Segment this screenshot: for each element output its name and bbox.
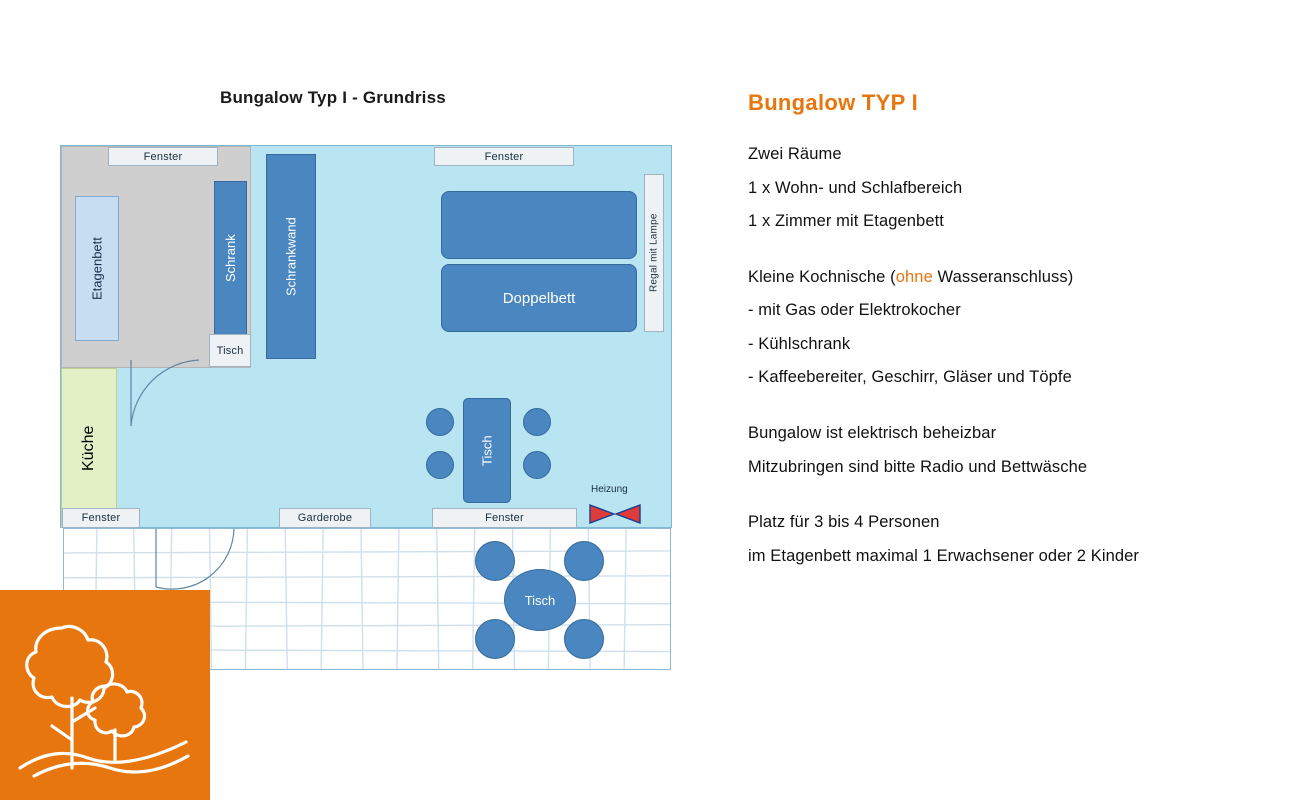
floorplan-outline: [60, 145, 672, 528]
window-top-right: [434, 147, 574, 166]
info-line-kitchenette: [748, 265, 1278, 291]
kitchenette-accent: ohne: [895, 267, 933, 286]
info-line-bunkbed-room: 1 x Zimmer mit Etagenbett: [748, 212, 944, 231]
info-line-cooker: - mit Gas oder Elektrokocher: [748, 301, 961, 320]
spacer: [748, 243, 1278, 265]
info-line-bring-along: Mitzubringen sind bitte Radio und Bettwäsche: [748, 457, 1088, 476]
kitchen-label: Küche: [80, 425, 97, 471]
double-bed-upper: [441, 191, 637, 259]
dining-chair: [523, 451, 551, 479]
window-top-left: [108, 147, 218, 166]
wardrobe-label: Schrank: [223, 234, 238, 283]
info-panel: [748, 90, 1278, 577]
terrace-table-label: Tisch: [524, 592, 556, 608]
info-line-living-sleeping: 1 x Wohn- und Schlafbereich: [748, 178, 963, 197]
dining-chair: [426, 408, 454, 436]
door-arc-terrace: [150, 529, 236, 591]
window-top-left-label: Fenster: [143, 150, 183, 163]
bunk-bed-label: Etagenbett: [89, 237, 105, 300]
bunk-bed: [75, 196, 119, 341]
shelf-with-lamp: [644, 174, 664, 332]
dining-table: [463, 398, 511, 503]
spacer: [748, 399, 1278, 421]
door-arc-bedroom: [121, 358, 201, 430]
window-bottom-left-label: Fenster: [81, 512, 121, 524]
shelf-with-lamp-label: Regal mit Lampe: [648, 213, 660, 293]
small-table-label: Tisch: [216, 344, 244, 357]
small-table: [209, 334, 251, 367]
floorplan-title: Bungalow Typ I - Grundriss: [220, 88, 446, 107]
brand-logo: [0, 590, 210, 800]
wardrobe-wall-label: Schrankwand: [283, 217, 299, 296]
info-line-fridge: - Kühlschrank: [748, 334, 851, 353]
wardrobe-hall-label: Garderobe: [297, 512, 353, 524]
info-title: Bungalow TYP I: [748, 90, 919, 115]
wardrobe: [214, 181, 247, 336]
window-bottom-left: [62, 508, 140, 528]
info-line-tableware: - Kaffeebereiter, Geschirr, Gläser und Töpfe: [748, 368, 1072, 387]
terrace-table: [504, 569, 576, 631]
dining-table-label: Tisch: [479, 435, 495, 466]
dining-chair: [523, 408, 551, 436]
info-line-capacity: Platz für 3 bis 4 Personen: [748, 513, 940, 532]
info-line-rooms: Zwei Räume: [748, 145, 842, 163]
tree-icon: [0, 590, 210, 800]
info-line-heating: Bungalow ist elektrisch beheizbar: [748, 423, 997, 442]
window-bottom-right-label: Fenster: [485, 512, 524, 524]
double-bed-label: Doppelbett: [502, 289, 576, 307]
wardrobe-wall: [266, 154, 316, 359]
heating-icon: [588, 503, 642, 525]
kitchenette-pre: Kleine Kochnische (: [748, 267, 896, 286]
kitchen-area: [61, 368, 117, 528]
window-top-right-label: Fenster: [484, 150, 524, 163]
info-line-bunkbed-capacity: im Etagenbett maximal 1 Erwachsener oder 2 Kinder: [748, 546, 1140, 565]
dining-chair: [426, 451, 454, 479]
wardrobe-hall: [279, 508, 371, 528]
heating-label: Heizung: [591, 484, 628, 495]
window-bottom-right: [432, 508, 577, 528]
spacer: [748, 488, 1278, 510]
kitchenette-post: Wasseranschluss): [932, 267, 1074, 286]
double-bed-lower: [441, 264, 637, 332]
